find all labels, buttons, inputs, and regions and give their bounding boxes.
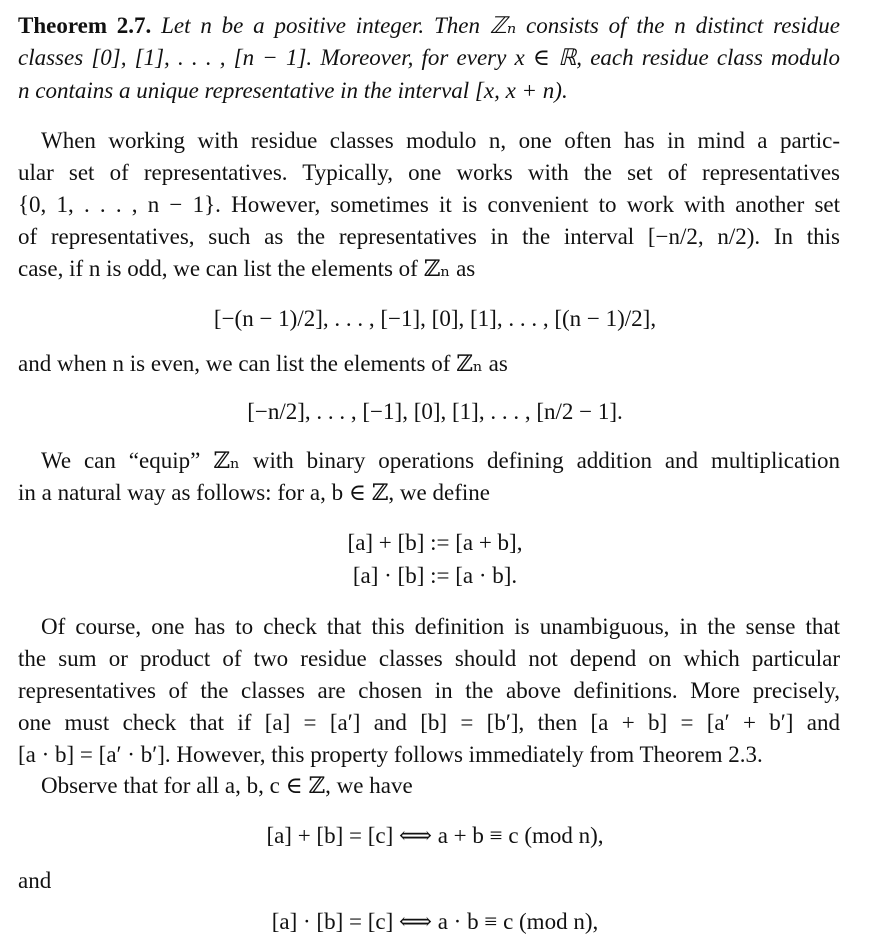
equation-odd: [−(n − 1)/2], . . . , [−1], [0], [1], . . . , [(n − 1)/2], (213, 306, 657, 331)
para3-line-2: the sum or product of two residue classes should not depend on which particular (18, 646, 840, 671)
para3-line-5: [a · b] = [a′ · b′]. However, this property follows immediately from Theorem 2.3. (18, 742, 763, 767)
line-even: and when n is even, we can list the elements of ℤₙ as (18, 351, 508, 376)
definition-addition: [a] + [b] := [a + b], (347, 530, 523, 555)
equation-multiplication-congruence: [a] · [b] = [c] ⟺ a · b ≡ c (mod n), (271, 909, 599, 934)
theorem-label: Theorem 2.7. (18, 13, 152, 38)
para3-line-4: one must check that if [a] = [a′] and [b] = [b′], then [a + b] = [a′ + b′] and (18, 710, 840, 735)
para3-line-1: Of course, one has to check that this definition is unambiguous, in the sense that (41, 614, 840, 639)
theorem-line-2: classes [0], [1], . . . , [n − 1]. Moreover, for every x ∈ ℝ, each residue class modulo (18, 45, 840, 70)
theorem-text: Let n be a positive integer. Then ℤₙ consists of the n distinct residue (161, 13, 840, 38)
para1-line-4: of representatives, such as the representatives in the interval [−n/2, n/2). In this (18, 224, 840, 249)
and-word: and (18, 868, 52, 893)
equation-addition-congruence: [a] + [b] = [c] ⟺ a + b ≡ c (mod n), (266, 823, 604, 848)
theorem-line-1 (18, 12, 840, 40)
equation-even: [−n/2], . . . , [−1], [0], [1], . . . , [n/2 − 1]. (247, 399, 623, 424)
para2-line-1: We can “equip” ℤₙ with binary operations defining addition and multiplication (41, 448, 840, 473)
para1-line-3: {0, 1, . . . , n − 1}. However, sometimes it is convenient to work with another set (18, 192, 840, 217)
para3-line-3: representatives of the classes are chosen in the above definitions. More precisely, (18, 678, 840, 703)
para1-line-5: case, if n is odd, we can list the elements of ℤₙ as (18, 256, 476, 281)
para2-line-2: in a natural way as follows: for a, b ∈ ℤ, we define (18, 480, 490, 505)
definition-multiplication: [a] · [b] := [a · b]. (352, 563, 518, 588)
para1-line-1: When working with residue classes modulo n, one often has in mind a partic- (41, 128, 840, 153)
para1-line-2: ular set of representatives. Typically, one works with the set of representatives (18, 160, 840, 185)
para4-line: Observe that for all a, b, c ∈ ℤ, we have (41, 773, 413, 798)
theorem-line-3: n contains a unique representative in the interval [x, x + n). (18, 78, 568, 103)
